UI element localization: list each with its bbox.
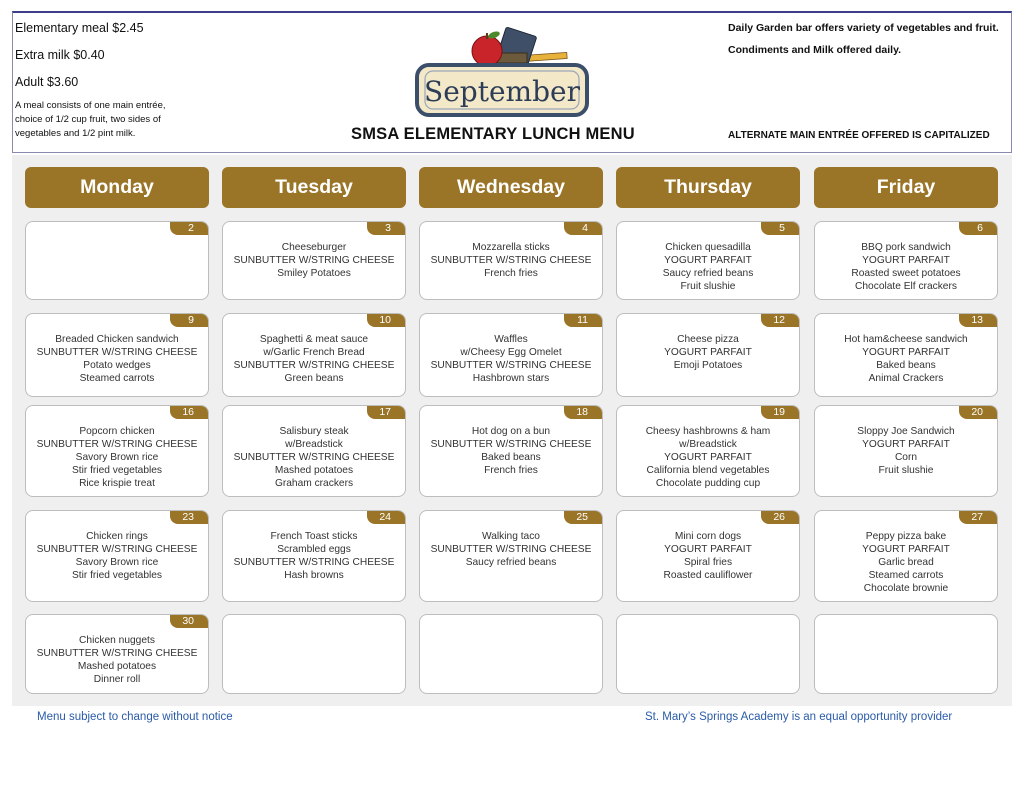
menu-item: Baked beans	[481, 452, 541, 463]
menu-item: Savory Brown rice	[75, 452, 159, 463]
menu-item: w/Breadstick	[285, 439, 343, 450]
menu-item: Mini corn dogs	[674, 531, 742, 542]
menu-item: YOGURT PARFAIT	[664, 255, 752, 266]
menu-item-list	[420, 333, 602, 385]
menu-day-cell	[419, 405, 603, 497]
menu-item: Spiral fries	[683, 557, 733, 568]
menu-header	[12, 11, 1012, 153]
day-number-badge: 20	[959, 406, 997, 419]
menu-item: Salisbury steak	[279, 426, 349, 437]
menu-day-cell	[419, 313, 603, 397]
menu-item: Fruit slushie	[878, 465, 934, 476]
menu-item-list	[617, 241, 799, 293]
day-header-thursday: Thursday	[616, 167, 800, 208]
day-number-badge: 25	[564, 511, 602, 524]
day-number-badge: 3	[367, 222, 405, 235]
menu-day-cell	[814, 313, 998, 397]
menu-item: Chicken rings	[86, 531, 148, 542]
menu-item: Hot dog on a bun	[471, 426, 551, 437]
menu-day-cell	[25, 614, 209, 694]
menu-item-list	[815, 333, 997, 385]
footer-disclaimer: Menu subject to change without notice	[37, 711, 233, 723]
day-number-badge: 18	[564, 406, 602, 419]
menu-item: Breaded Chicken sandwich	[55, 334, 179, 345]
menu-item: Baked beans	[876, 360, 936, 371]
menu-item: Popcorn chicken	[79, 426, 155, 437]
menu-item: w/Garlic French Bread	[263, 347, 365, 358]
menu-item-list	[617, 530, 799, 582]
day-number-badge: 16	[170, 406, 208, 419]
menu-item: Saucy refried beans	[465, 557, 557, 568]
menu-day-cell	[616, 313, 800, 397]
day-number-badge: 11	[564, 314, 602, 327]
day-number-badge: 4	[564, 222, 602, 235]
menu-item: French fries	[484, 465, 538, 476]
day-header-friday: Friday	[814, 167, 998, 208]
menu-item-list	[223, 530, 405, 582]
menu-item: French Toast sticks	[270, 531, 358, 542]
menu-item: Graham crackers	[274, 478, 354, 489]
menu-item: Chocolate Elf crackers	[855, 281, 957, 292]
menu-item: YOGURT PARFAIT	[862, 255, 950, 266]
menu-item: Cheese pizza	[677, 334, 739, 345]
menu-item: SUNBUTTER W/STRING CHEESE	[430, 360, 592, 371]
menu-item: Hot ham&cheese sandwich	[844, 334, 968, 345]
day-number-badge: 5	[761, 222, 799, 235]
menu-item: Stir fried vegetables	[71, 465, 163, 476]
menu-item-list	[420, 530, 602, 569]
menu-day-cell	[419, 221, 603, 300]
menu-item-list	[617, 333, 799, 372]
menu-day-cell	[419, 614, 603, 694]
menu-item: Steamed carrots	[868, 570, 944, 581]
menu-item: Green beans	[284, 373, 344, 384]
extra-milk-price: Extra milk $0.40	[15, 48, 105, 62]
menu-item: Chocolate brownie	[863, 583, 949, 594]
day-number-badge: 30	[170, 615, 208, 628]
menu-item: Steamed carrots	[79, 373, 155, 384]
menu-item: Animal Crackers	[868, 373, 944, 384]
menu-item: SUNBUTTER W/STRING CHEESE	[36, 544, 198, 555]
menu-item: SUNBUTTER W/STRING CHEESE	[233, 255, 395, 266]
menu-day-cell	[222, 405, 406, 497]
menu-item: Potato wedges	[83, 360, 151, 371]
menu-item: Rice krispie treat	[79, 478, 155, 489]
menu-item: SUNBUTTER W/STRING CHEESE	[233, 360, 395, 371]
menu-item: SUNBUTTER W/STRING CHEESE	[233, 557, 395, 568]
menu-item: California blend vegetables	[646, 465, 770, 476]
menu-item-list	[815, 530, 997, 595]
menu-item-list	[26, 425, 208, 490]
elementary-meal-price: Elementary meal $2.45	[15, 21, 144, 35]
adult-price: Adult $3.60	[15, 75, 79, 89]
menu-item: Mashed potatoes	[77, 661, 157, 672]
menu-item: French fries	[484, 268, 538, 279]
menu-item: Smiley Potatoes	[277, 268, 351, 279]
menu-day-cell	[25, 405, 209, 497]
menu-item: YOGURT PARFAIT	[664, 452, 752, 463]
september-logo	[405, 21, 595, 129]
day-number-badge: 24	[367, 511, 405, 524]
menu-day-cell	[616, 221, 800, 300]
day-number-badge: 23	[170, 511, 208, 524]
menu-day-cell	[222, 313, 406, 397]
menu-item: SUNBUTTER W/STRING CHEESE	[430, 439, 592, 450]
menu-item-list	[26, 333, 208, 385]
menu-item: YOGURT PARFAIT	[664, 347, 752, 358]
menu-item: Waffles	[494, 334, 528, 345]
menu-item: SUNBUTTER W/STRING CHEESE	[430, 255, 592, 266]
day-header-wednesday: Wednesday	[419, 167, 603, 208]
menu-item: Garlic bread	[878, 557, 934, 568]
menu-day-cell	[616, 510, 800, 602]
day-header-monday: Monday	[25, 167, 209, 208]
day-header-tuesday: Tuesday	[222, 167, 406, 208]
alternate-entree-note: ALTERNATE MAIN ENTRÉE OFFERED IS CAPITALIZED	[728, 130, 990, 141]
menu-day-cell	[222, 614, 406, 694]
menu-item-list	[223, 425, 405, 490]
menu-item: Peppy pizza bake	[865, 531, 947, 542]
menu-day-cell	[419, 510, 603, 602]
menu-item: SUNBUTTER W/STRING CHEESE	[233, 452, 395, 463]
menu-item: SUNBUTTER W/STRING CHEESE	[36, 347, 198, 358]
day-number-badge: 9	[170, 314, 208, 327]
menu-item: Hashbrown stars	[472, 373, 550, 384]
menu-day-cell	[814, 510, 998, 602]
menu-item-list	[420, 241, 602, 280]
menu-calendar	[12, 155, 1012, 706]
menu-item: SUNBUTTER W/STRING CHEESE	[36, 439, 198, 450]
day-number-badge: 10	[367, 314, 405, 327]
menu-item: Cheeseburger	[281, 242, 347, 253]
menu-item-list	[617, 425, 799, 490]
menu-item: Chocolate pudding cup	[655, 478, 761, 489]
menu-day-cell	[222, 510, 406, 602]
menu-day-cell	[25, 221, 209, 300]
menu-item: Cheesy hashbrowns & ham	[645, 426, 771, 437]
menu-day-cell	[616, 405, 800, 497]
menu-day-cell	[25, 313, 209, 397]
menu-item-list	[815, 425, 997, 477]
day-number-badge: 27	[959, 511, 997, 524]
menu-item: YOGURT PARFAIT	[862, 439, 950, 450]
menu-item: SUNBUTTER W/STRING CHEESE	[430, 544, 592, 555]
menu-item-list	[26, 530, 208, 582]
day-number-badge: 13	[959, 314, 997, 327]
menu-item: Roasted cauliflower	[663, 570, 753, 581]
menu-item: Roasted sweet potatoes	[851, 268, 961, 279]
menu-item: Dinner roll	[93, 674, 141, 685]
meal-note: A meal consists of one main entrée, choice of 1/2 cup fruit, two sides of vegetables and 1/2 pint milk.	[15, 100, 166, 139]
menu-item: Scrambled eggs	[277, 544, 351, 555]
day-number-badge: 12	[761, 314, 799, 327]
menu-item: Chicken nuggets	[79, 635, 155, 646]
menu-item: BBQ pork sandwich	[861, 242, 951, 253]
menu-day-cell	[814, 405, 998, 497]
menu-item: Walking taco	[482, 531, 540, 542]
day-number-badge: 17	[367, 406, 405, 419]
menu-item: Corn	[894, 452, 918, 463]
day-number-badge: 6	[959, 222, 997, 235]
menu-item: w/Cheesy Egg Omelet	[460, 347, 562, 358]
menu-day-cell	[814, 614, 998, 694]
menu-day-cell	[222, 221, 406, 300]
day-number-badge: 26	[761, 511, 799, 524]
menu-day-cell	[25, 510, 209, 602]
menu-item: Fruit slushie	[680, 281, 736, 292]
menu-day-cell	[616, 614, 800, 694]
menu-item-list	[223, 333, 405, 385]
logo-text: September	[424, 75, 580, 108]
menu-item: Stir fried vegetables	[71, 570, 163, 581]
footer-equal-opportunity: St. Mary’s Springs Academy is an equal opportunity provider	[645, 711, 953, 723]
menu-item: Savory Brown rice	[75, 557, 159, 568]
menu-item: Mozzarella sticks	[472, 242, 550, 253]
menu-item-list	[223, 241, 405, 280]
menu-item: Spaghetti & meat sauce	[259, 334, 369, 345]
menu-item: YOGURT PARFAIT	[862, 347, 950, 358]
menu-item: Emoji Potatoes	[673, 360, 743, 371]
menu-day-cell	[814, 221, 998, 300]
menu-item: Mashed potatoes	[274, 465, 354, 476]
menu-item: Hash browns	[284, 570, 344, 581]
condiments-note: Condiments and Milk offered daily.	[728, 44, 902, 56]
menu-item: Saucy refried beans	[662, 268, 754, 279]
menu-item: YOGURT PARFAIT	[862, 544, 950, 555]
day-number-badge: 19	[761, 406, 799, 419]
menu-item-list	[815, 241, 997, 293]
menu-item: Sloppy Joe Sandwich	[857, 426, 955, 437]
menu-item-list	[420, 425, 602, 477]
garden-bar-note: Daily Garden bar offers variety of vegetables and fruit.	[728, 22, 999, 34]
page-title: SMSA ELEMENTARY LUNCH MENU	[351, 125, 635, 143]
menu-item: Chicken quesadilla	[665, 242, 751, 253]
menu-item-list	[26, 634, 208, 686]
day-number-badge: 2	[170, 222, 208, 235]
menu-item: SUNBUTTER W/STRING CHEESE	[36, 648, 198, 659]
menu-item: YOGURT PARFAIT	[664, 544, 752, 555]
menu-item: w/Breadstick	[679, 439, 737, 450]
